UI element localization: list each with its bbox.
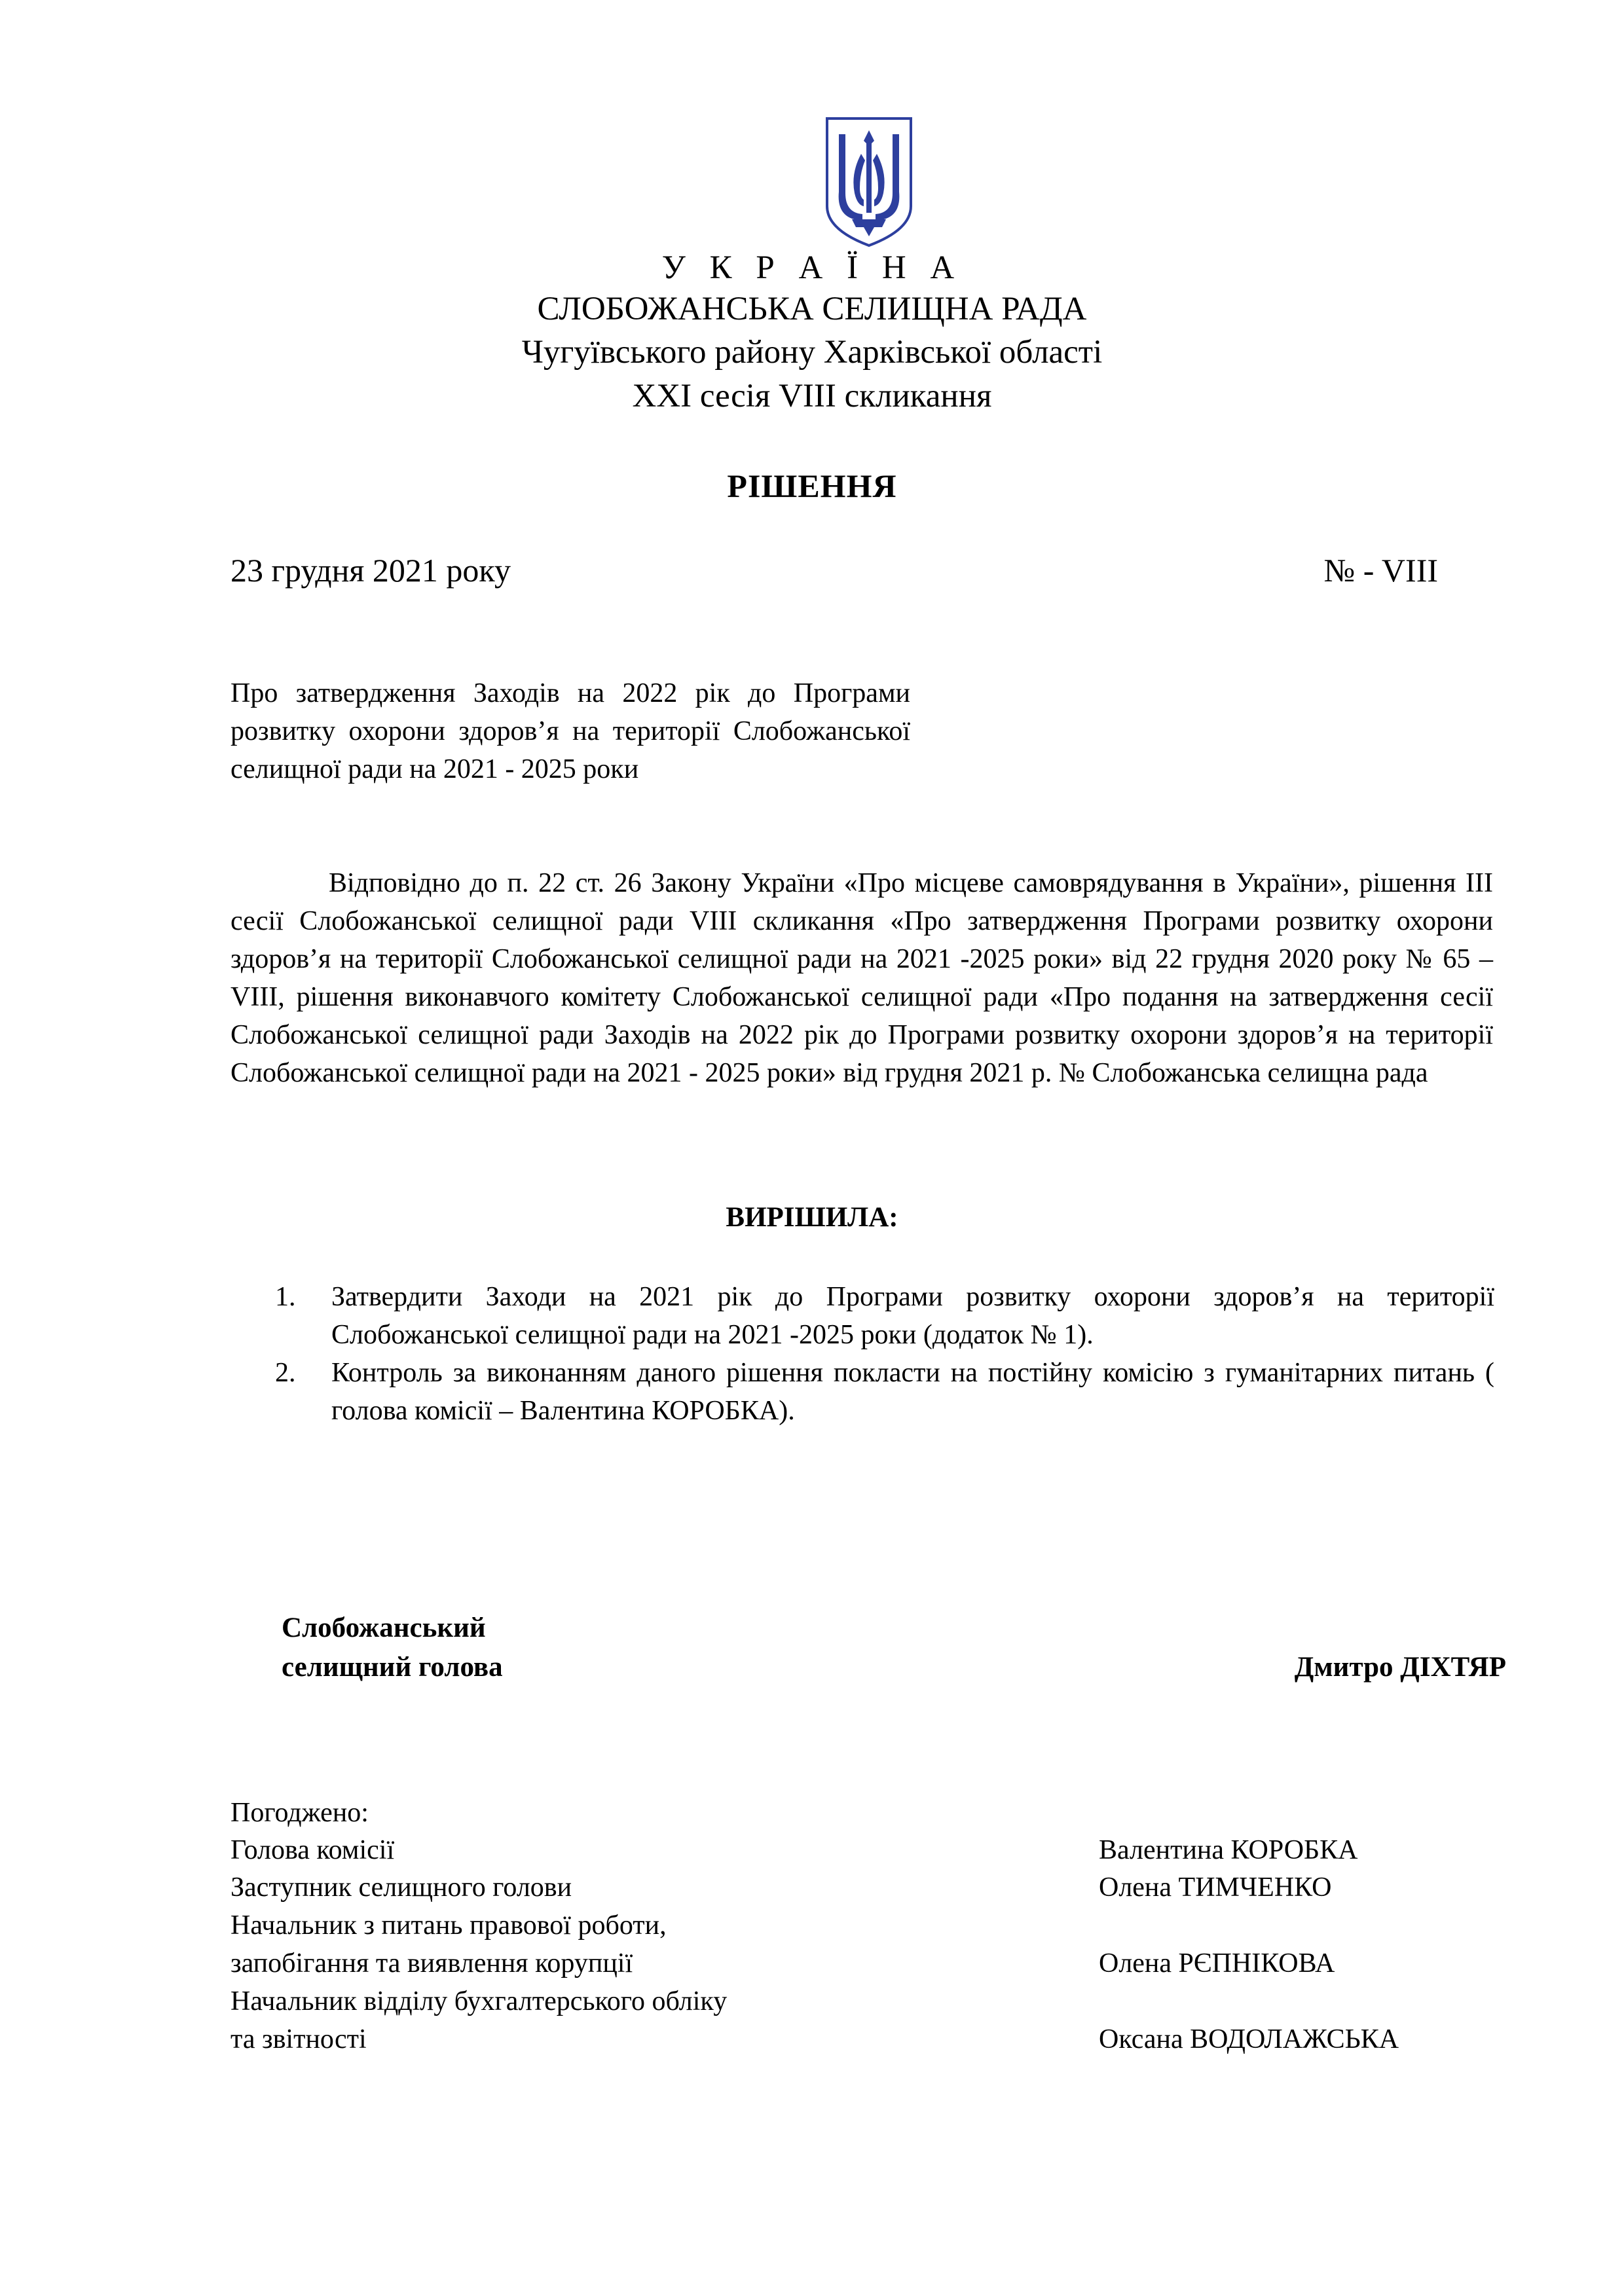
district-heading: Чугуївського району Харківської області [521, 334, 1103, 371]
approval-role: Заступник селищного голови [231, 1872, 572, 1903]
signatory-name: Дмитро ДІХТЯР [1294, 1652, 1506, 1683]
decision-item-text: Контроль за виконанням даного рішення покласти на постійну комісію з гуманітарних питань ( голова комісії – Валентина КОРОБКА). [331, 1358, 1494, 1426]
decision-date: 23 грудня 2021 року [231, 552, 511, 589]
resolved-heading: ВИРІШИЛА: [726, 1202, 898, 1233]
approval-role: Голова комісії [231, 1835, 395, 1865]
approval-role: та звітності [231, 2024, 367, 2054]
approval-name: Оксана ВОДОЛАЖСЬКА [1099, 2024, 1399, 2054]
decision-item-number: 1. [275, 1282, 296, 1312]
preamble-paragraph: Відповідно до п. 22 ст. 26 Закону України «Про місцеве самоврядування в України», рішення ІІІ сесії Слобожанської селищної ради VIII скликання «Про затвердження Програми розвитку охорони здоров’я на території Слобожанської селищної ради на 2021 -2025 роки» від 22 грудня 2020 року № 65 – VIII, рішення виконавчого комітету Слобожанської селищної ради «Про подання на затвердження сесії Слобожанської селищної ради Заходів на 2022 рік до Програми розвитку охорони здоров’я на території Слобожанської селищної ради на 2021 - 2025 роки» від грудня 2021 р. № Слобожанська селищна рада [231, 868, 1493, 1088]
approval-name: Олена ТИМЧЕНКО [1099, 1872, 1332, 1903]
document-type-title: РІШЕННЯ [727, 467, 897, 504]
decision-item-number: 2. [275, 1358, 296, 1388]
decision-item [275, 1354, 1494, 1430]
approval-role: запобігання та виявлення корупції [231, 1948, 633, 1978]
decision-item [275, 1278, 1494, 1354]
approval-role: Начальник відділу бухгалтерського обліку [231, 1986, 728, 2016]
session-heading: ХХІ сесія VIII скликання [632, 378, 992, 414]
decision-number: № - VIII [1323, 552, 1438, 589]
coat-of-arms-icon [822, 115, 916, 249]
approval-role: Начальник з питань правової роботи, [231, 1910, 667, 1941]
approval-name: Олена РЄПНІКОВА [1099, 1948, 1335, 1978]
approval-name: Валентина КОРОБКА [1099, 1835, 1358, 1865]
signatory-title-line-1: Слобожанський [282, 1613, 486, 1643]
approvals-heading: Погоджено: [231, 1798, 369, 1828]
decision-subject: Про затвердження Заходів на 2022 рік до Програми розвитку охорони здоров’я на території Слобожанської селищної ради на 2021 - 2025 роки [231, 678, 910, 784]
decision-list [275, 1278, 1494, 1430]
signatory-title-line-2: селищний голова [282, 1652, 503, 1683]
country-heading: У К Р А Ї Н А [661, 249, 963, 286]
council-heading: СЛОБОЖАНСЬКА СЕЛИЩНА РАДА [537, 291, 1087, 327]
decision-item-text: Затвердити Заходи на 2021 рік до Програми розвитку охорони здоров’я на території Слобожанської селищної ради на 2021 -2025 роки (додаток № 1). [331, 1282, 1494, 1350]
